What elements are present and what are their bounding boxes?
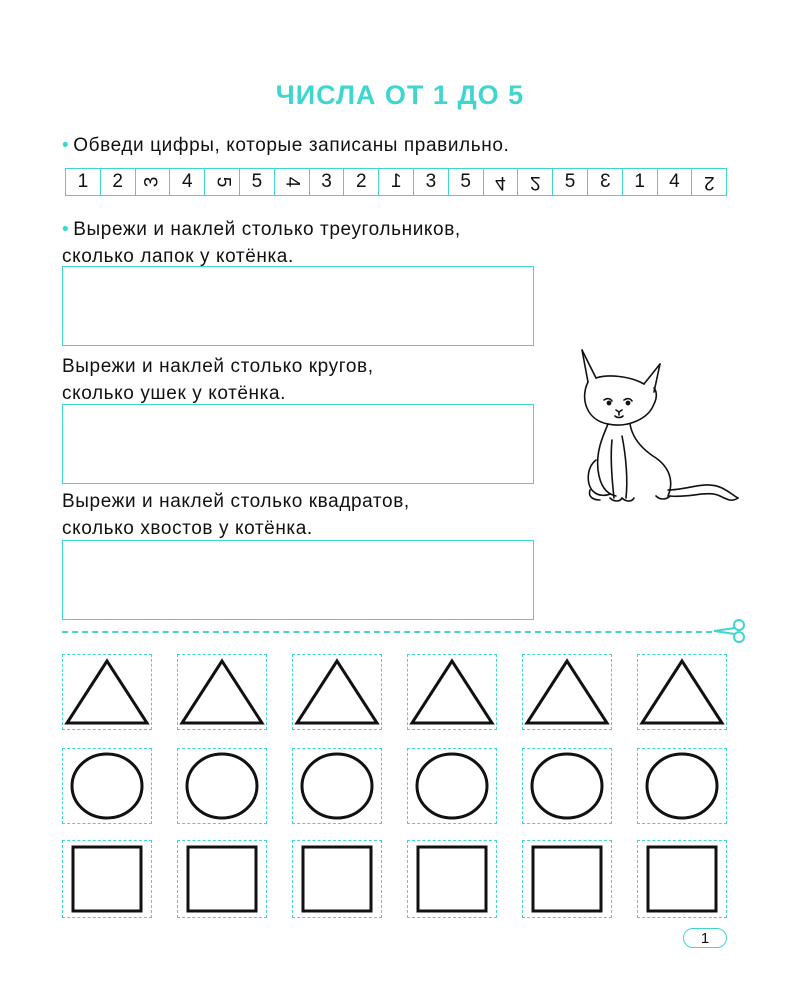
digit-cell[interactable] — [101, 169, 136, 195]
digit: 5 — [564, 171, 576, 192]
digit: 5 — [251, 171, 263, 192]
task-1-instruction — [62, 132, 509, 159]
digit: 1 — [77, 171, 89, 192]
cut-line — [62, 631, 712, 633]
digit: 3 — [599, 171, 611, 192]
cutout-square[interactable] — [637, 840, 727, 918]
task-1-text: Обведи цифры, которые записаны правильно. — [73, 135, 510, 156]
task-2-instruction — [62, 216, 461, 270]
circle-shape — [638, 749, 726, 823]
digit-cell[interactable] — [414, 169, 449, 195]
digit: 5 — [212, 176, 234, 188]
square-shape — [178, 841, 266, 917]
digit: 2 — [112, 171, 123, 192]
task-1-bullet: • — [62, 135, 70, 156]
cutout-triangle[interactable] — [292, 654, 382, 730]
digit-cell[interactable] — [449, 169, 484, 195]
circle-shape — [178, 749, 266, 823]
digit: 4 — [669, 171, 680, 192]
task-3-instruction — [62, 353, 374, 407]
cutout-circle[interactable] — [292, 748, 382, 824]
digit: 2 — [355, 171, 367, 192]
circle-shape — [408, 749, 496, 823]
digit-cell[interactable] — [240, 169, 275, 195]
scissors-icon — [712, 618, 748, 644]
digit: 4 — [495, 172, 506, 193]
square-shape — [408, 841, 496, 917]
triangle-shape — [178, 655, 266, 729]
digit: 3 — [141, 176, 163, 188]
digit: 1 — [634, 171, 645, 192]
digit-cell[interactable] — [518, 169, 553, 195]
triangle-shape — [63, 655, 151, 729]
triangle-shape — [293, 655, 381, 729]
cutout-triangle[interactable] — [407, 654, 497, 730]
triangle-shape — [408, 655, 496, 729]
cutout-square[interactable] — [407, 840, 497, 918]
task-2-bullet: • — [62, 219, 70, 240]
digit-cell[interactable] — [692, 169, 726, 195]
triangles-paste-area[interactable] — [62, 266, 534, 346]
square-shape — [523, 841, 611, 917]
digit-cell[interactable] — [170, 169, 205, 195]
digit-cell[interactable] — [275, 169, 310, 195]
cutout-triangle[interactable] — [62, 654, 152, 730]
square-shape — [638, 841, 726, 917]
digit-cell[interactable] — [136, 169, 171, 195]
digit: 3 — [425, 171, 437, 192]
cutout-triangle[interactable] — [522, 654, 612, 730]
digit-cell[interactable] — [66, 169, 101, 195]
digit-cell[interactable] — [344, 169, 379, 195]
task-3-text: Вырежи и наклей столько кругов, сколько ушек у котёнка. — [62, 356, 374, 404]
digit-cell[interactable] — [205, 169, 240, 195]
circle-shape — [523, 749, 611, 823]
circle-shape — [63, 749, 151, 823]
squares-paste-area[interactable] — [62, 540, 534, 620]
circles-paste-area[interactable] — [62, 404, 534, 484]
digit: 2 — [529, 172, 541, 193]
digit-cell[interactable] — [553, 169, 588, 195]
digit: 4 — [281, 176, 303, 188]
cutout-circle[interactable] — [407, 748, 497, 824]
cutout-circle[interactable] — [62, 748, 152, 824]
digit: 3 — [321, 171, 332, 192]
digit: 5 — [460, 171, 471, 192]
digit: 4 — [182, 171, 193, 192]
cutout-square[interactable] — [522, 840, 612, 918]
task-4-instruction — [62, 488, 410, 542]
cutout-square[interactable] — [62, 840, 152, 918]
digit-cell[interactable] — [379, 169, 414, 195]
cutout-square[interactable] — [177, 840, 267, 918]
square-shape — [293, 841, 381, 917]
cutout-square[interactable] — [292, 840, 382, 918]
digit-cell[interactable] — [588, 169, 623, 195]
digit-strip — [65, 168, 727, 196]
cutout-triangle[interactable] — [177, 654, 267, 730]
kitten-illustration — [560, 340, 740, 520]
page-number: 1 — [683, 928, 727, 948]
cutout-circle[interactable] — [177, 748, 267, 824]
triangle-shape — [638, 655, 726, 729]
task-2-text: Вырежи и наклей столько треугольников, сколько лапок у котёнка. — [62, 219, 461, 267]
cutout-triangle[interactable] — [637, 654, 727, 730]
digit-cell[interactable] — [623, 169, 658, 195]
digit-cell[interactable] — [658, 169, 693, 195]
page-title: ЧИСЛА ОТ 1 ДО 5 — [275, 80, 525, 110]
digit-cell[interactable] — [484, 169, 519, 195]
cutout-circle[interactable] — [522, 748, 612, 824]
digit: 1 — [390, 171, 402, 192]
triangle-shape — [523, 655, 611, 729]
digit-cell[interactable] — [310, 169, 345, 195]
circle-shape — [293, 749, 381, 823]
square-shape — [63, 841, 151, 917]
digit: 2 — [703, 172, 715, 193]
task-4-text: Вырежи и наклей столько квадратов, сколько хвостов у котёнка. — [62, 491, 410, 539]
cutout-circle[interactable] — [637, 748, 727, 824]
